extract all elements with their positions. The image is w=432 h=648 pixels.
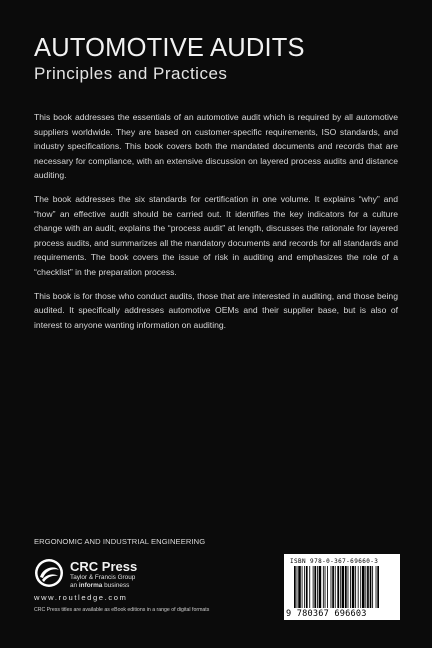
barcode-bar <box>365 566 366 608</box>
barcode-bar <box>314 566 316 608</box>
business-brand: informa <box>78 582 103 589</box>
barcode-bar <box>358 566 359 608</box>
publisher-url: www.routledge.com <box>34 593 128 602</box>
barcode-bar <box>304 566 305 608</box>
description-paragraph-1: This book addresses the essentials of an automotive audit which is required by all automotive suppliers worldwide. They are based on customer-specific requirements, ISO standards, and industry specifications. This book covers both the mandated documents and records that are necessary for compliance, with an extensive discussion on layered process audits and distance auditing. <box>34 112 398 181</box>
barcode-bar <box>332 566 334 608</box>
barcode-bar <box>319 566 322 608</box>
description-paragraph-2: The book addresses the six standards for certification in one volume. It explains “why” and “how” an effective audit should be carried out. It identifies the key indicators for a culture change with an audit, explains the “process audit” at length, discusses the rationale for layered process audits, and summarizes all the mandatory documents and records for all standards and requirements. The book covers the issue of risk in auditing and emphasizes the role of a “checklist” in the preparation process. <box>34 193 398 277</box>
business-suffix: business <box>104 582 130 589</box>
barcode-bar <box>337 566 339 608</box>
ean-number: 9 780367 696603 <box>286 609 367 619</box>
barcode-bar <box>377 566 379 608</box>
publisher-name: CRC Press <box>70 559 138 574</box>
barcode-bar <box>342 566 345 608</box>
isbn-label: ISBN 978-0-367-69660-3 <box>290 558 379 565</box>
barcode-bar <box>294 566 296 608</box>
publisher-business <box>70 582 129 589</box>
barcode-bar <box>340 566 341 608</box>
business-prefix: an <box>70 582 78 589</box>
barcode-bar <box>331 566 332 608</box>
description <box>34 110 398 341</box>
barcode-bar <box>306 566 308 608</box>
barcode-bar <box>297 566 298 608</box>
barcode-bar <box>313 566 314 608</box>
barcode-bar <box>327 566 328 608</box>
barcode-bar <box>323 566 324 608</box>
barcode-bar <box>325 566 326 608</box>
barcode-bar <box>348 566 349 608</box>
barcode-bar <box>317 566 318 608</box>
book-title: AUTOMOTIVE AUDITS <box>34 34 305 62</box>
barcode-bar <box>372 566 373 608</box>
barcode-bar <box>345 566 347 608</box>
series-name: ERGONOMIC AND INDUSTRIAL ENGINEERING <box>34 537 206 546</box>
description-paragraph-3: This book is for those who conduct audits, those that are interested in auditing, and those being audited. It specifically addresses automotive OEMs and their supplier base, but is also of interest to anyone wanting information on auditing. <box>34 290 398 330</box>
barcode <box>284 554 400 620</box>
barcode-bar <box>376 566 377 608</box>
barcode-bar <box>302 566 303 608</box>
barcode-bar <box>350 566 351 608</box>
barcode-bar <box>367 566 369 608</box>
crc-press-logo-icon <box>34 558 64 588</box>
publisher-group: Taylor & Francis Group <box>70 574 136 581</box>
barcode-bar <box>370 566 372 608</box>
barcode-bar <box>335 566 336 608</box>
barcode-bar <box>298 566 301 608</box>
ebook-note: CRC Press titles are available as eBook editions in a range of digital formats <box>34 607 210 613</box>
barcode-bar <box>309 566 310 608</box>
barcode-bar <box>362 566 365 608</box>
book-subtitle: Principles and Practices <box>34 64 228 83</box>
barcode-bar <box>355 566 356 608</box>
barcode-bar <box>360 566 361 608</box>
barcode-bar <box>352 566 355 608</box>
